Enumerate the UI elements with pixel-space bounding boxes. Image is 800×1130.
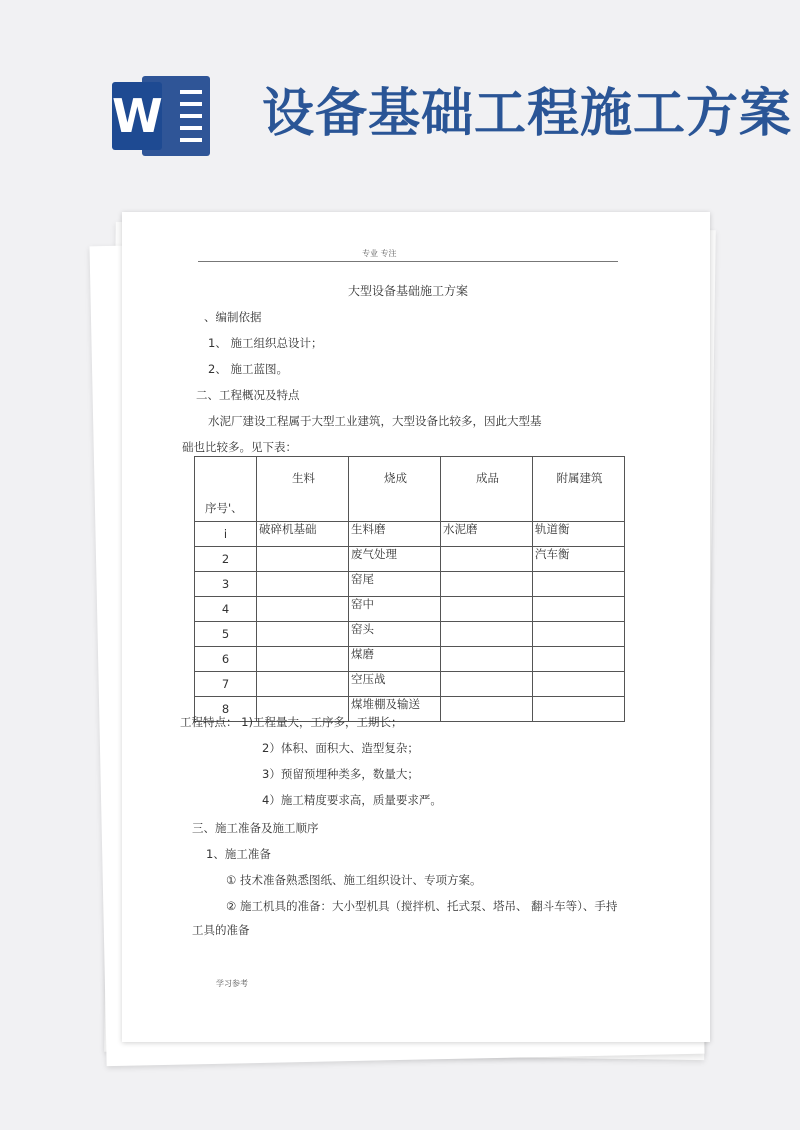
table-cell (533, 697, 625, 722)
paragraph-line: 2、 施工蓝图。 (208, 362, 288, 376)
table-cell (257, 547, 349, 572)
document-title: 大型设备基础施工方案 (348, 284, 469, 298)
table-header-cell: 烧成 (349, 457, 441, 522)
table-cell (257, 597, 349, 622)
paragraph-line: 础也比较多。见下表： (182, 440, 297, 454)
equipment-table (194, 456, 625, 722)
page-header: 专业 专注 (362, 249, 397, 258)
table-cell (533, 647, 625, 672)
table-cell (441, 547, 533, 572)
table-cell: 窑尾 (349, 572, 441, 597)
table-cell (533, 572, 625, 597)
table-cell (441, 597, 533, 622)
features-line: 3）预留预埋种类多，数量大； (262, 767, 419, 781)
features-line: 工程特点： 1)工程量大，工序多，工期长； (180, 715, 403, 729)
table-cell (441, 622, 533, 647)
features-line: 4）施工精度要求高，质量要求严。 (262, 793, 442, 807)
table-cell: 8 (195, 697, 257, 722)
table-cell (257, 572, 349, 597)
paragraph-line: ② 施工机具的准备：大小型机具（搅拌机、托式泵、塔吊、 翻斗车等）、手持 (226, 899, 618, 913)
header-divider (198, 261, 618, 262)
table-cell (257, 672, 349, 697)
word-icon-letter: W (112, 82, 162, 150)
paragraph-line: 、编制依据 (204, 310, 262, 324)
table-cell: 窑中 (349, 597, 441, 622)
table-cell: 轨道衡 (533, 522, 625, 547)
table-cell: 煤堆棚及输送 (349, 697, 441, 722)
table-cell: 4 (195, 597, 257, 622)
table-cell: 生料磨 (349, 522, 441, 547)
section-heading: 三、施工准备及施工顺序 (192, 821, 319, 835)
table-row (195, 597, 625, 622)
features-line: 2）体积、面积大、造型复杂； (262, 741, 419, 755)
table-cell (441, 647, 533, 672)
table-row (195, 547, 625, 572)
table-cell (533, 672, 625, 697)
table-row (195, 647, 625, 672)
table-cell (257, 647, 349, 672)
table-cell: 7 (195, 672, 257, 697)
table-row (195, 622, 625, 647)
table-cell (441, 672, 533, 697)
paragraph-line: 1、 施工组织总设计； (208, 336, 323, 350)
section-heading: 二、工程概况及特点 (196, 388, 300, 402)
table-cell: 煤磨 (349, 647, 441, 672)
table-cell (441, 572, 533, 597)
table-header-cell: 生料 (257, 457, 349, 522)
table-cell (441, 697, 533, 722)
page-footer: 学习参考 (216, 979, 248, 988)
table-row (195, 572, 625, 597)
table-cell: 汽车衡 (533, 547, 625, 572)
table-cell (257, 622, 349, 647)
table-header-cell: 序号'、 (195, 457, 257, 522)
table-cell: 3 (195, 572, 257, 597)
table-row (195, 672, 625, 697)
table-cell: 废气处理 (349, 547, 441, 572)
word-document-icon (112, 76, 212, 156)
table-cell: i (195, 522, 257, 547)
table-cell (533, 597, 625, 622)
paragraph-line: 工具的准备 (192, 923, 250, 937)
subsection-heading: 1、施工准备 (206, 847, 271, 861)
table-cell: 破碎机基础 (257, 522, 349, 547)
table-cell: 5 (195, 622, 257, 647)
table-row (195, 522, 625, 547)
table-header-cell: 附属建筑 (533, 457, 625, 522)
banner-title: 设备基础工程施工方案 (262, 84, 793, 144)
table-cell: 水泥磨 (441, 522, 533, 547)
document-page (122, 212, 710, 1042)
banner (0, 0, 800, 200)
table-cell: 空压战 (349, 672, 441, 697)
table-cell (533, 622, 625, 647)
paragraph-line: ① 技术准备熟悉图纸、施工组织设计、专项方案。 (226, 873, 482, 887)
table-cell: 2 (195, 547, 257, 572)
table-cell: 窑头 (349, 622, 441, 647)
table-header-cell: 成品 (441, 457, 533, 522)
table-header-row (195, 457, 625, 522)
paragraph-line: 水泥厂建设工程属于大型工业建筑，大型设备比较多，因此大型基 (208, 414, 542, 428)
table-cell: 6 (195, 647, 257, 672)
